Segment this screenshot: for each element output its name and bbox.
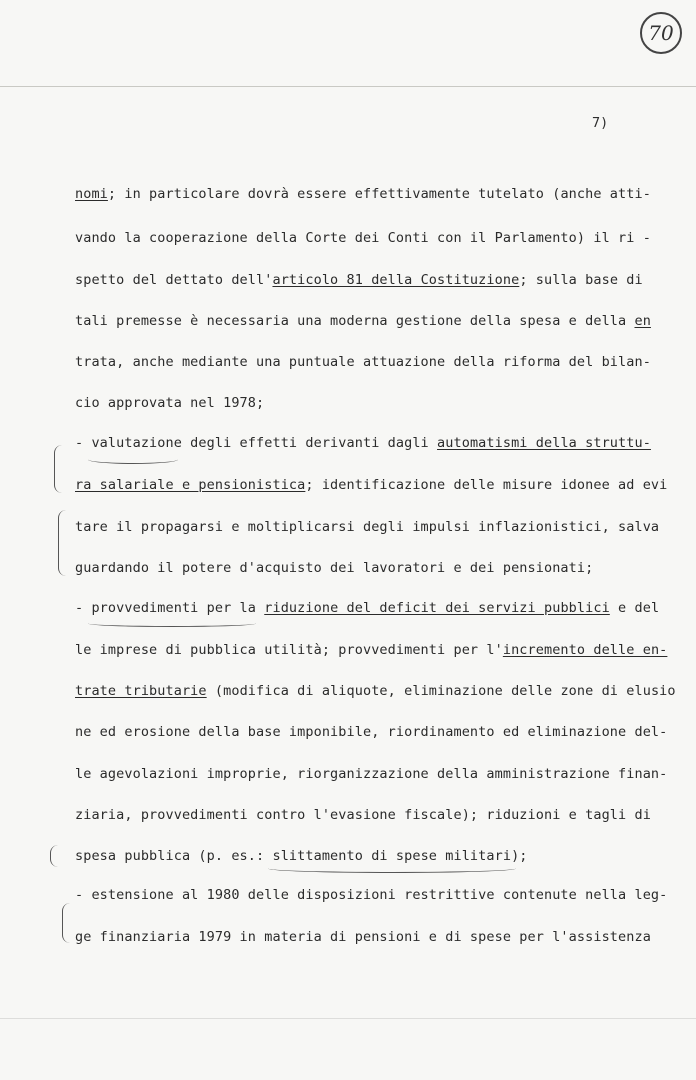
margin-bracket-mark: [50, 845, 59, 867]
pen-underline: [88, 455, 178, 464]
pen-underline: [88, 620, 256, 627]
page-number: 7): [592, 115, 609, 131]
text-line: trate tributarie (modifica di aliquote, eliminazione delle zone di elusio: [75, 683, 676, 699]
text-line: le agevolazioni improprie, riorganizzazione della amministrazione finan-: [75, 766, 668, 782]
text-line: ge finanziaria 1979 in materia di pensioni e di spese per l'assistenza: [75, 929, 651, 945]
text-line: le imprese di pubblica utilità; provvedimenti per l'incremento delle en-: [75, 642, 668, 658]
margin-bracket-mark: [62, 903, 71, 943]
archive-stamp: 70: [640, 12, 682, 54]
text-line: nomi; in particolare dovrà essere effettivamente tutelato (anche atti-: [75, 186, 651, 202]
text-line: - valutazione degli effetti derivanti dagli automatismi della struttu-: [75, 435, 651, 451]
text-line: - estensione al 1980 delle disposizioni restrittive contenute nella leg-: [75, 887, 668, 903]
text-line: spesa pubblica (p. es.: slittamento di spese militari);: [75, 848, 528, 864]
text-line: ra salariale e pensionistica; identificazione delle misure idonee ad evi: [75, 477, 668, 493]
text-line: tali premesse è necessaria una moderna gestione della spesa e della en: [75, 313, 651, 329]
text-line: tare il propagarsi e moltiplicarsi degli impulsi inflazionistici, salva: [75, 519, 660, 535]
margin-bracket-mark: [54, 445, 63, 493]
page-fold-line: [0, 86, 696, 87]
text-line: guardando il potere d'acquisto dei lavoratori e dei pensionati;: [75, 560, 594, 576]
text-line: - provvedimenti per la riduzione del deficit dei servizi pubblici e del: [75, 600, 660, 616]
text-line: vando la cooperazione della Corte dei Conti con il Parlamento) il ri -: [75, 230, 651, 246]
text-line: ne ed erosione della base imponibile, riordinamento ed eliminazione del-: [75, 724, 668, 740]
text-line: spetto del dettato dell'articolo 81 della Costituzione; sulla base di: [75, 272, 643, 288]
pen-underline: [268, 864, 516, 873]
text-line: ziaria, provvedimenti contro l'evasione fiscale); riduzioni e tagli di: [75, 807, 651, 823]
page-fold-line: [0, 1018, 696, 1019]
text-line: cio approvata nel 1978;: [75, 395, 265, 411]
margin-bracket-mark: [58, 510, 67, 576]
text-line: trata, anche mediante una puntuale attuazione della riforma del bilan-: [75, 354, 651, 370]
